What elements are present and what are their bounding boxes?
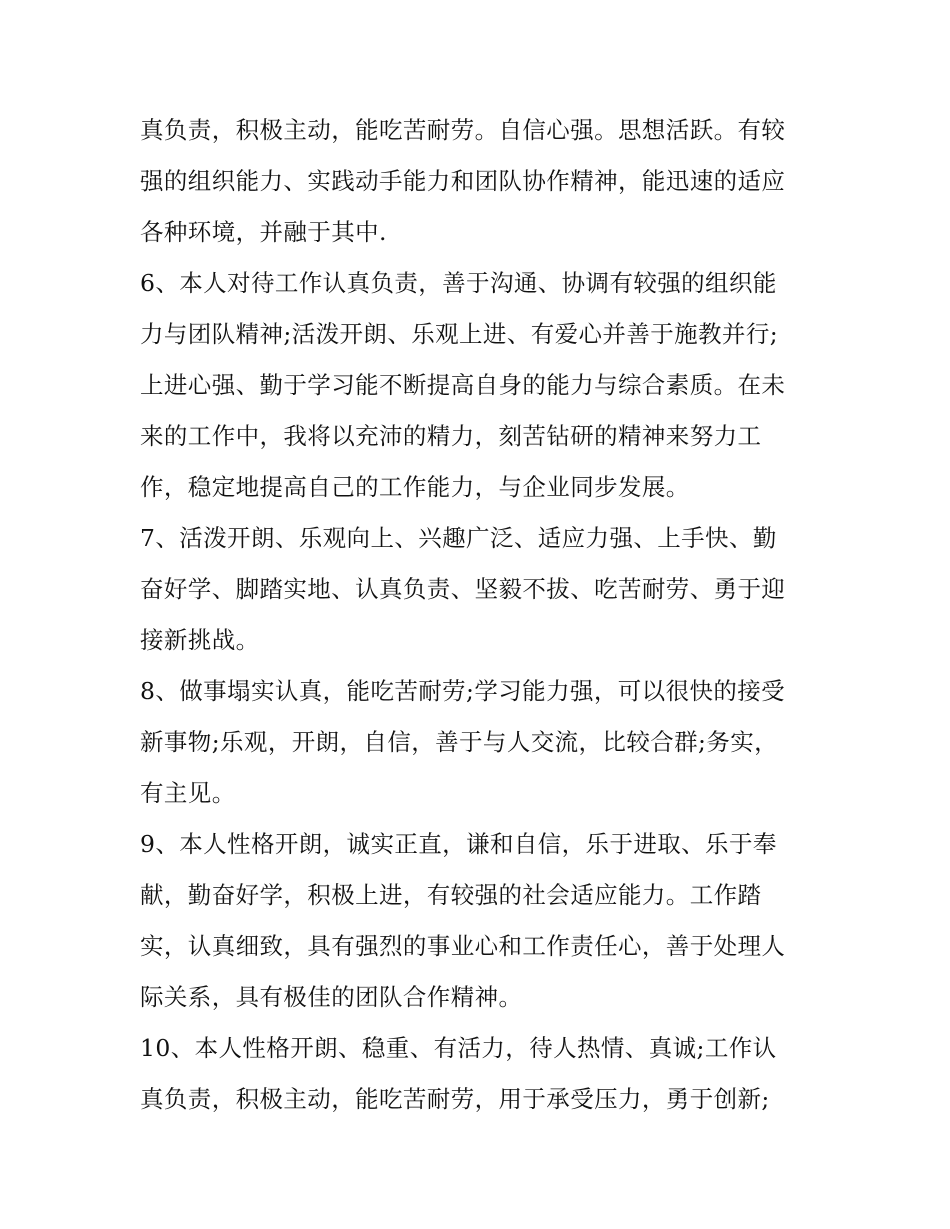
- text-line: 10、本人性格开朗、稳重、有活力，待人热情、真诚;工作认: [140, 1034, 777, 1062]
- text-line: 力与团队精神;活泼开朗、乐观上进、有爱心并善于施教并行;: [140, 320, 779, 348]
- text-line: 作，稳定地提高自己的工作能力，与企业同步发展。: [140, 473, 690, 501]
- text-line: 献，勤奋好学，积极上进，有较强的社会适应能力。工作踏: [140, 881, 762, 909]
- document-body: [140, 105, 820, 1125]
- text-line: 来的工作中，我将以充沛的精力，刻苦钻研的精神来努力工: [140, 422, 762, 450]
- text-line: 实，认真细致，具有强烈的事业心和工作责任心，善于处理人: [140, 932, 786, 960]
- text-line: 上进心强、勤于学习能不断提高自身的能力与综合素质。在未: [140, 371, 786, 399]
- text-line: 真负责，积极主动，能吃苦耐劳。自信心强。思想活跃。有较: [140, 116, 786, 144]
- text-line: 各种环境，并融于其中.: [140, 218, 387, 246]
- text-line: 新事物;乐观，开朗，自信，善于与人交流，比较合群;务实，: [140, 728, 779, 756]
- text-line: 有主见。: [140, 779, 236, 807]
- text-line: 际关系，具有极佳的团队合作精神。: [140, 983, 523, 1011]
- text-line: 9、本人性格开朗，诚实正直，谦和自信，乐于进取、乐于奉: [140, 830, 777, 858]
- text-line: 真负责，积极主动，能吃苦耐劳，用于承受压力，勇于创新;: [140, 1085, 770, 1113]
- text-line: 奋好学、脚踏实地、认真负责、坚毅不拔、吃苦耐劳、勇于迎: [140, 575, 786, 603]
- text-line: 接新挑战。: [140, 626, 260, 654]
- text-line: 8、做事塌实认真，能吃苦耐劳;学习能力强，可以很快的接受: [140, 677, 786, 705]
- text-line: 6、本人对待工作认真负责，善于沟通、协调有较强的组织能: [140, 269, 777, 297]
- text-line: 7、活泼开朗、乐观向上、兴趣广泛、适应力强、上手快、勤: [140, 524, 777, 552]
- text-line: 强的组织能力、实践动手能力和团队协作精神，能迅速的适应: [140, 167, 786, 195]
